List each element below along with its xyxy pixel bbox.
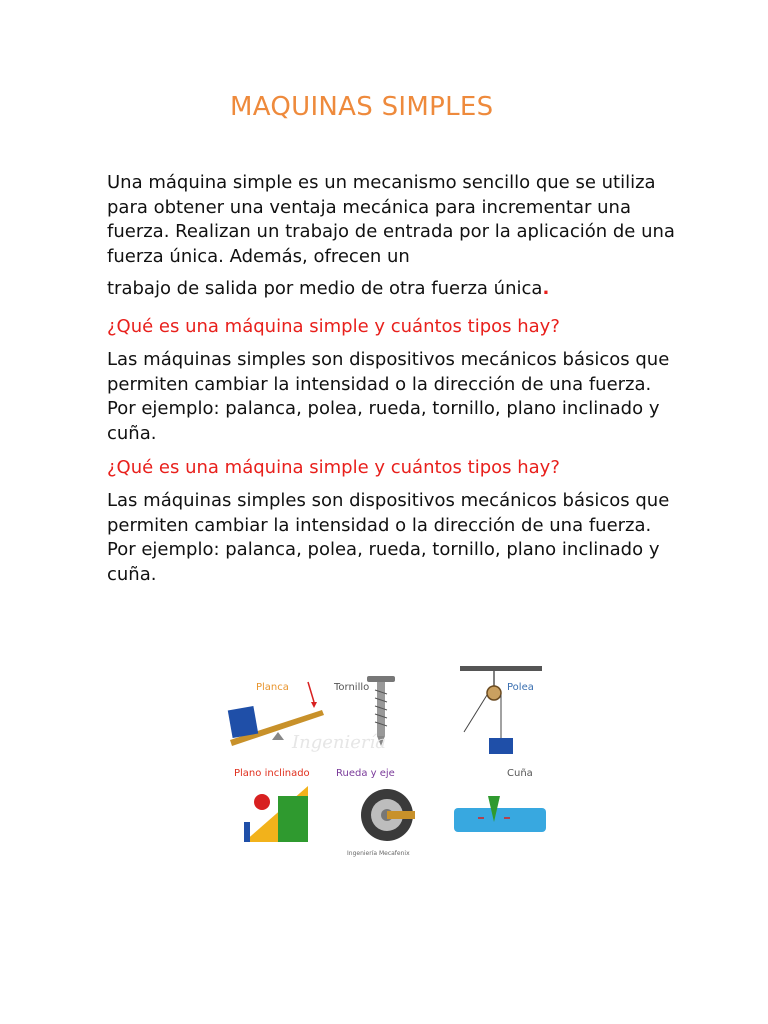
pulley-ceiling	[460, 666, 542, 671]
intro-paragraph-end	[107, 277, 677, 302]
pulley-illustration	[460, 666, 542, 754]
pulley-load	[489, 738, 513, 754]
wheel-axle-illustration	[336, 768, 415, 857]
pulley-wheel	[487, 686, 501, 700]
section-question-1: ¿Qué es una máquina simple y cuántos tipos hay?	[107, 316, 560, 337]
screw-head	[367, 676, 395, 682]
wedge-label: Cuña	[507, 768, 533, 779]
intro-text-line2: trabajo de salida por medio de otra fuerza única	[107, 278, 543, 299]
inclined-plane-illustration	[234, 768, 310, 842]
svg-text:Ingeniería: Ingeniería	[292, 732, 386, 753]
lever-label: Planca	[256, 682, 289, 693]
wedge-illustration	[454, 768, 546, 832]
page-title: MAQUINAS SIMPLES	[230, 92, 494, 122]
lever-arrow-head	[311, 702, 317, 708]
incline-box	[278, 796, 308, 842]
simple-machines-illustration	[222, 660, 552, 860]
wheel-label: Rueda y eje	[336, 768, 395, 779]
figure-credit: Ingeniería Mecafenix	[347, 850, 410, 857]
section-answer-1: Las máquinas simples son dispositivos mecánicos básicos que permiten cambiar la intensidad o la dirección de una fuerza. Por ejemplo: palanca, polea, rueda, tornillo, plano inclinado y cuña.	[107, 349, 670, 444]
simple-machines-figure	[222, 660, 552, 860]
wedge-block	[454, 808, 546, 832]
intro-end-mark: .	[542, 278, 550, 299]
intro-text-line1: Una máquina simple es un mecanismo sencillo que se utiliza para obtener una ventaja mecánica para incrementar una fuerza. Realizan un trabajo de entrada por la aplicación de una fuerza única. Además, ofrecen un	[107, 172, 675, 267]
incline-label: Plano inclinado	[234, 768, 310, 779]
lever-force-arrow	[308, 682, 314, 702]
pulley-label: Polea	[507, 682, 534, 693]
section-answer-2: Las máquinas simples son dispositivos mecánicos básicos que permiten cambiar la intensidad o la dirección de una fuerza. Por ejemplo: palanca, polea, rueda, tornillo, plano inclinado y cuña.	[107, 490, 670, 585]
lever-fulcrum	[272, 732, 284, 740]
wheel-axle	[387, 811, 415, 819]
section-question-2: ¿Qué es una máquina simple y cuántos tipos hay?	[107, 457, 560, 478]
screw-label: Tornillo	[334, 682, 370, 693]
incline-figure	[244, 822, 250, 842]
incline-ball	[254, 794, 270, 810]
lever-load-box	[228, 706, 258, 738]
intro-paragraph	[107, 171, 677, 269]
